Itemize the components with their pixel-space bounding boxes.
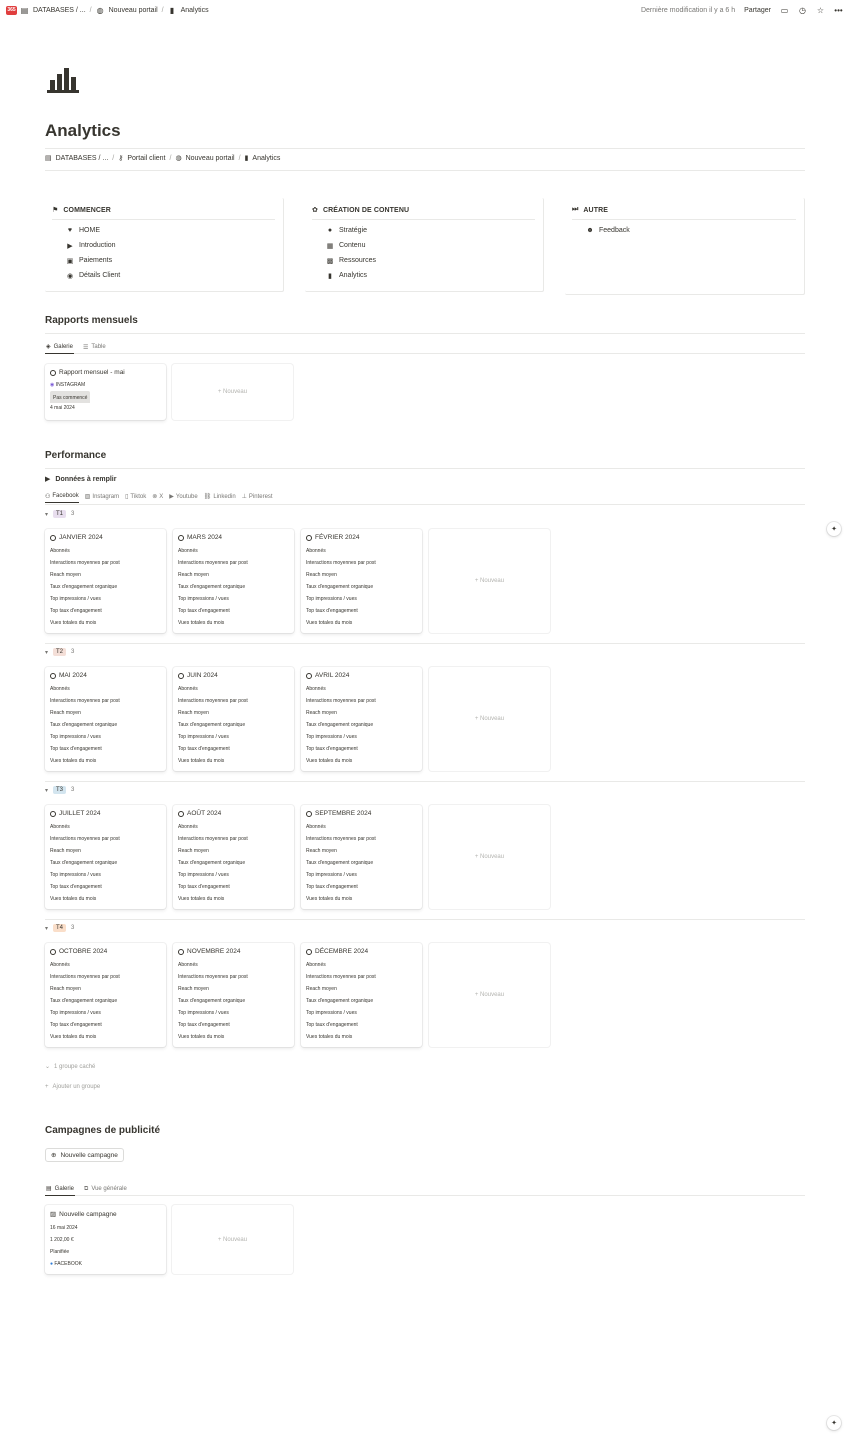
status-circle-icon (178, 535, 184, 541)
database-icon: ▤ (20, 5, 29, 15)
card-title: DÉCEMBRE 2024 (315, 948, 369, 955)
card-title: AOÛT 2024 (187, 810, 222, 817)
nav-item-paiements[interactable]: ▣ Paiements (66, 257, 113, 265)
chart-line-icon: ⧉ (84, 1185, 89, 1192)
card-property: Reach moyen (178, 710, 209, 716)
status-circle-icon (306, 811, 312, 817)
card-property: Top impressions / vues (50, 1010, 101, 1016)
card-property: Abonnés (50, 824, 70, 830)
card-property: Top taux d'engagement (178, 884, 230, 890)
card-property: Vues totales du mois (306, 758, 353, 764)
tab-facebook[interactable]: ⚇ Facebook (45, 490, 79, 503)
divider (45, 781, 805, 782)
card-property: Interactions moyennes par post (50, 836, 120, 842)
caret-down-icon: ▾ (45, 649, 49, 656)
card-property: Top taux d'engagement (178, 1022, 230, 1028)
card-property: Interactions moyennes par post (50, 560, 120, 566)
card-date: 4 mai 2024 (50, 405, 75, 411)
smiley-icon: ☻ (586, 227, 594, 234)
user-circle-icon: ◉ (66, 272, 74, 280)
divider (45, 148, 805, 149)
crumb-portal[interactable]: Nouveau portail (108, 6, 158, 14)
card-property: Vues totales du mois (306, 896, 353, 902)
card-title: SEPTEMBRE 2024 (315, 810, 372, 817)
nav-item-home[interactable]: ♥ HOME (67, 227, 100, 234)
status-circle-icon (50, 673, 56, 679)
key-icon: ⚷ (118, 155, 124, 162)
nav-item-ressources[interactable]: ▩ Ressources (326, 257, 376, 265)
month-card[interactable] (45, 529, 166, 633)
calendar-icon: ▦ (326, 242, 334, 250)
database-icon: ▤ (45, 155, 52, 162)
card-title: MARS 2024 (187, 534, 223, 541)
card-property: Top impressions / vues (306, 734, 357, 740)
donnees-toggle[interactable]: ▶ Données à remplir (45, 475, 117, 483)
x-circle-icon: ⊗ (152, 494, 158, 500)
card-property: Reach moyen (306, 572, 337, 578)
card-property: Abonnés (50, 962, 70, 968)
card-property: Taux d'engagement organique (306, 998, 374, 1004)
card-property: Abonnés (50, 686, 70, 692)
palette-icon: ✿ (312, 207, 318, 214)
new-campaign-card-button[interactable]: + Nouveau (172, 1205, 293, 1274)
card-property: Top taux d'engagement (178, 746, 230, 752)
card-property: Interactions moyennes par post (178, 974, 248, 980)
card-property: Reach moyen (306, 710, 337, 716)
nav-item-feedback[interactable]: ☻ Feedback (586, 227, 630, 234)
card-property: Abonnés (306, 824, 326, 830)
history-icon[interactable]: ◷ (799, 5, 806, 15)
card-property: Taux d'engagement organique (50, 584, 118, 590)
status-circle-icon (178, 811, 184, 817)
trash-icon: ▯ (125, 494, 129, 500)
card-property: Top impressions / vues (178, 734, 229, 740)
card-property: Top impressions / vues (178, 1010, 229, 1016)
divider (45, 468, 805, 469)
plus-circle-icon: ⊕ (51, 1152, 57, 1159)
new-month-card-button[interactable]: + Nouveau (429, 805, 550, 909)
month-card[interactable] (173, 667, 294, 771)
card-property: Abonnés (178, 962, 198, 968)
table-icon: ☰ (82, 344, 89, 351)
page-title[interactable]: Analytics (45, 121, 121, 140)
card-property: Top taux d'engagement (306, 608, 358, 614)
divider (45, 504, 805, 505)
breadcrumb-nouveau-portail[interactable]: Nouveau portail (185, 154, 235, 162)
card-property: Top impressions / vues (178, 596, 229, 602)
card-property: Interactions moyennes par post (306, 698, 376, 704)
share-button[interactable]: Partager (744, 6, 771, 14)
facebook-icon: ● (50, 1261, 54, 1267)
card-status (50, 391, 161, 403)
card-property: Taux d'engagement organique (178, 722, 246, 728)
card-property: Top impressions / vues (306, 872, 357, 878)
status-circle-icon (306, 949, 312, 955)
card-property: Interactions moyennes par post (306, 974, 376, 980)
card-property: Reach moyen (306, 986, 337, 992)
nav-box-autre (565, 198, 805, 295)
card-property: Top taux d'engagement (50, 608, 102, 614)
card-date: 16 mai 2024 (50, 1225, 78, 1231)
brain-icon: ● (327, 227, 333, 234)
card-property: Vues totales du mois (50, 896, 97, 902)
card-property: Interactions moyennes par post (306, 836, 376, 842)
card-property: Vues totales du mois (178, 1034, 225, 1040)
card-property: Reach moyen (178, 986, 209, 992)
nav-item-strategie[interactable]: ● Stratégie (327, 227, 368, 234)
performance-heading[interactable]: Performance (45, 450, 107, 461)
add-group-button[interactable]: + Ajouter un groupe (45, 1084, 101, 1090)
divider (45, 170, 805, 171)
breadcrumb-databases[interactable]: DATABASES / ... (55, 154, 109, 162)
card-property: Vues totales du mois (306, 620, 353, 626)
card-property: Reach moyen (50, 986, 81, 992)
card-property: Abonnés (306, 962, 326, 968)
card-title: Rapport mensuel - mai (59, 369, 125, 376)
nav-heading-commencer: ⚑ COMMENCER (52, 206, 275, 220)
tab-vue-generale[interactable]: ⧉ Vue générale (84, 1185, 127, 1192)
card-property: Vues totales du mois (50, 620, 97, 626)
tab-linkedin[interactable]: ⛓ Linkedin (203, 493, 236, 500)
group-header-t3[interactable] (45, 786, 74, 794)
card-property: Vues totales du mois (50, 758, 97, 764)
rapport-card[interactable] (45, 364, 166, 420)
nav-box-commencer (45, 198, 284, 292)
divider (45, 919, 805, 920)
toggle-triangle-icon: ▶ (45, 476, 51, 483)
image-icon: ▨ (50, 1211, 57, 1218)
performance-platform-tabs (45, 490, 273, 503)
bar-chart-icon: ▮ (328, 272, 332, 280)
card-amount: 1 202,00 € (50, 1237, 74, 1243)
tab-tiktok[interactable]: ▯ Tiktok (125, 493, 147, 500)
last-edited-text: Dernière modification il y a 6 h (640, 6, 736, 14)
gallery-icon: ▤ (46, 1186, 52, 1192)
ai-assist-icon[interactable]: ✦ (827, 522, 841, 536)
campagnes-heading[interactable]: Campagnes de publicité (45, 1125, 161, 1136)
new-month-card-button[interactable]: + Nouveau (429, 529, 550, 633)
card-property: Taux d'engagement organique (178, 584, 246, 590)
tab-youtube[interactable]: ▶ Youtube (169, 493, 198, 500)
ai-assist-icon[interactable]: ✦ (827, 1416, 841, 1430)
nav-heading-autre: ⏭ AUTRE (572, 206, 796, 220)
card-title: FÉVRIER 2024 (315, 534, 360, 541)
card-platform: ◉ INSTAGRAM (50, 382, 86, 388)
card-property: Interactions moyennes par post (178, 836, 248, 842)
pin-icon: ⊥ (241, 494, 247, 500)
new-month-card-button[interactable]: + Nouveau (429, 667, 550, 771)
group-count: 3 (71, 787, 75, 793)
card-property: Top impressions / vues (50, 596, 101, 602)
card-property: Taux d'engagement organique (306, 722, 374, 728)
status-circle-icon (306, 673, 312, 679)
comment-icon[interactable]: ▭ (780, 5, 789, 15)
card-property: Abonnés (178, 548, 198, 554)
status-badge: Pas commencé (50, 391, 90, 403)
money-icon: ▣ (66, 257, 74, 265)
crumb-analytics[interactable]: Analytics (180, 6, 209, 14)
bar-chart-icon: ▮ (169, 5, 175, 15)
card-title: JANVIER 2024 (59, 534, 103, 541)
new-rapport-button[interactable]: + Nouveau (172, 364, 293, 420)
fast-forward-icon: ⏭ (572, 206, 579, 213)
tab-pinterest[interactable]: ⊥ Pinterest (241, 493, 273, 500)
tab-table[interactable]: ☰ Table (82, 344, 106, 351)
card-property: Top impressions / vues (178, 872, 229, 878)
card-title: NOVEMBRE 2024 (187, 948, 241, 955)
rapports-heading[interactable]: Rapports mensuels (45, 315, 138, 326)
card-property: Top taux d'engagement (178, 608, 230, 614)
status-circle-icon (178, 673, 184, 679)
video-icon: ▶ (169, 494, 174, 500)
card-property: Vues totales du mois (50, 1034, 97, 1040)
group-header-t4[interactable] (45, 924, 74, 932)
group-header-t1[interactable] (45, 510, 74, 518)
group-header-t2[interactable] (45, 648, 74, 656)
instagram-icon: ◉ (50, 382, 55, 388)
card-property: Top taux d'engagement (50, 746, 102, 752)
campagnes-view-tabs (45, 1182, 805, 1196)
card-property: Top impressions / vues (50, 734, 101, 740)
caret-down-icon: ▾ (45, 511, 49, 518)
divider (45, 643, 805, 644)
card-title: JUILLET 2024 (59, 810, 101, 817)
card-property: Top taux d'engagement (50, 884, 102, 890)
breadcrumb-portail-client[interactable]: Portail client (127, 154, 166, 162)
status-circle-icon (50, 949, 56, 955)
card-title: Nouvelle campagne (59, 1210, 117, 1218)
status-circle-icon (50, 535, 56, 541)
nav-box-creation (305, 198, 544, 292)
nav-heading-creation: ✿ CRÉATION DE CONTENU (312, 206, 535, 220)
top-bar (0, 0, 849, 20)
tab-galerie-campagnes[interactable]: ▤ Galerie (45, 1182, 75, 1196)
card-property: Top impressions / vues (306, 596, 357, 602)
archive-icon: ▩ (326, 257, 334, 265)
card-property: Vues totales du mois (178, 896, 225, 902)
card-property: Vues totales du mois (306, 1034, 353, 1040)
workspace-logo[interactable]: 365 (7, 6, 16, 13)
tab-galerie[interactable]: ◈ Galerie (45, 340, 74, 354)
card-property: Taux d'engagement organique (178, 998, 246, 1004)
new-month-card-button[interactable]: + Nouveau (429, 943, 550, 1047)
card-property: Interactions moyennes par post (50, 974, 120, 980)
card-title: MAI 2024 (59, 672, 87, 679)
heart-icon: ♥ (67, 227, 73, 234)
card-property: Top impressions / vues (306, 1010, 357, 1016)
card-title: JUIN 2024 (187, 672, 218, 679)
month-card[interactable] (301, 529, 422, 633)
status-circle-icon (178, 949, 184, 955)
campaign-card[interactable] (45, 1205, 166, 1274)
flag-icon: ⚑ (52, 207, 59, 214)
group-tag: T2 (53, 648, 66, 656)
month-card[interactable] (301, 943, 422, 1047)
status-circle-icon (306, 535, 312, 541)
group-count: 3 (71, 511, 75, 517)
card-property: Taux d'engagement organique (306, 860, 374, 866)
card-property: Top taux d'engagement (50, 1022, 102, 1028)
nav-item-introduction[interactable]: ▶ Introduction (67, 242, 116, 250)
globe-icon: ◍ (175, 155, 182, 162)
new-campaign-button[interactable]: ⊕ Nouvelle campagne (45, 1148, 124, 1162)
group-tag: T4 (53, 924, 66, 932)
card-property: Abonnés (50, 548, 70, 554)
card-property: Taux d'engagement organique (50, 860, 118, 866)
card-property: Top taux d'engagement (306, 746, 358, 752)
breadcrumb-analytics[interactable]: Analytics (252, 154, 281, 162)
card-title: AVRIL 2024 (315, 672, 350, 679)
month-card[interactable] (45, 805, 166, 909)
card-platform: ● FACEBOOK (50, 1261, 82, 1267)
month-card[interactable] (301, 667, 422, 771)
card-property: Vues totales du mois (178, 620, 225, 626)
card-property: Top taux d'engagement (306, 884, 358, 890)
more-icon[interactable]: ••• (834, 5, 843, 15)
star-icon[interactable]: ☆ (816, 5, 825, 15)
group-tag: T3 (53, 786, 66, 794)
month-card[interactable] (173, 943, 294, 1047)
caret-down-icon: ▾ (45, 787, 49, 794)
user-plus-icon: ⚇ (45, 493, 51, 500)
group-count: 3 (71, 649, 75, 655)
gallery-icon: ◈ (46, 344, 51, 350)
rapports-view-tabs (45, 340, 805, 354)
divider (45, 333, 805, 334)
card-title: OCTOBRE 2024 (59, 948, 108, 955)
month-card[interactable] (301, 805, 422, 909)
card-property: Reach moyen (178, 848, 209, 854)
month-card[interactable] (45, 667, 166, 771)
image-icon: ▨ (84, 494, 91, 500)
nav-item-analytics[interactable]: ▮ Analytics (312, 268, 535, 283)
card-property: Reach moyen (50, 710, 81, 716)
caret-down-icon: ▾ (45, 925, 49, 932)
card-property: Abonnés (178, 686, 198, 692)
chevron-down-icon: ⌄ (45, 1064, 51, 1070)
card-property: Reach moyen (50, 572, 81, 578)
tab-x[interactable]: ⊗ X (152, 493, 164, 500)
card-property: Vues totales du mois (178, 758, 225, 764)
card-property: Interactions moyennes par post (306, 560, 376, 566)
group-tag: T1 (53, 510, 66, 518)
card-property: Top taux d'engagement (306, 1022, 358, 1028)
plus-icon: + (45, 1084, 49, 1090)
card-property: Reach moyen (306, 848, 337, 854)
card-status: Planifiée (50, 1249, 70, 1255)
card-property: Top impressions / vues (50, 872, 101, 878)
card-property: Interactions moyennes par post (178, 698, 248, 704)
tab-instagram[interactable]: ▨ Instagram (84, 493, 120, 500)
bar-chart-page-icon[interactable] (47, 68, 79, 96)
bar-chart-icon: ▮ (244, 155, 249, 162)
nav-item-details-client[interactable]: ◉ Détails Client (66, 272, 121, 280)
status-circle-icon (50, 811, 56, 817)
month-card[interactable] (173, 805, 294, 909)
card-property: Interactions moyennes par post (178, 560, 248, 566)
hidden-groups-toggle[interactable]: ⌄ 1 groupe caché (45, 1063, 96, 1070)
card-property: Reach moyen (50, 848, 81, 854)
top-breadcrumb: ▤ DATABASES / ... / ◍ Nouveau portail / ▮ Analytics (20, 5, 209, 15)
crumb-databases[interactable]: DATABASES / ... (33, 6, 86, 14)
globe-icon: ◍ (96, 5, 104, 15)
card-property: Taux d'engagement organique (50, 722, 118, 728)
month-card[interactable] (173, 529, 294, 633)
card-property: Abonnés (306, 686, 326, 692)
month-card[interactable] (45, 943, 166, 1047)
status-circle-icon (50, 370, 56, 376)
play-flag-icon: ▶ (67, 242, 73, 250)
card-property: Taux d'engagement organique (306, 584, 374, 590)
card-property: Abonnés (306, 548, 326, 554)
card-property: Taux d'engagement organique (50, 998, 118, 1004)
link-icon: ⛓ (203, 494, 212, 500)
card-property: Taux d'engagement organique (178, 860, 246, 866)
card-property: Interactions moyennes par post (50, 698, 120, 704)
nav-item-contenu[interactable]: ▦ Contenu (326, 242, 366, 250)
group-count: 3 (71, 925, 75, 931)
page-breadcrumb: ▤ DATABASES / ... / ⚷ Portail client / ◍ Nouveau portail / ▮ Analytics (45, 154, 281, 162)
card-property: Abonnés (178, 824, 198, 830)
card-property: Reach moyen (178, 572, 209, 578)
